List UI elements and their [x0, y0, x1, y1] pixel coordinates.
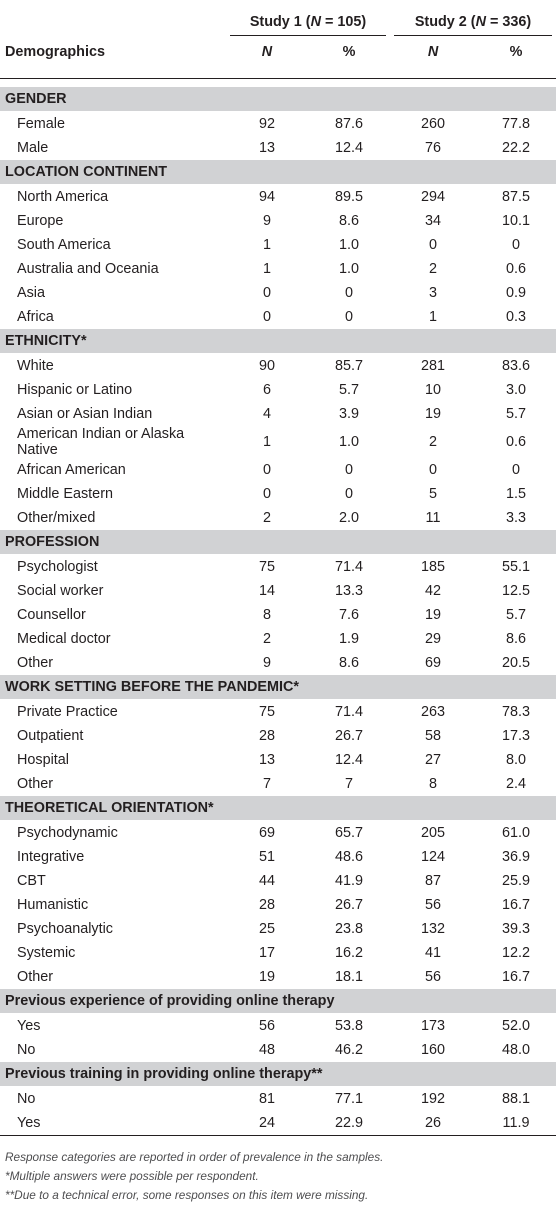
study2-pct: 16.7	[502, 969, 531, 985]
study2-n: 10	[425, 382, 442, 398]
table-row	[0, 426, 556, 458]
study2-n: 56	[425, 897, 442, 913]
study2-n: 56	[425, 969, 442, 985]
study1-n: 1	[262, 237, 271, 253]
study1-pct: 85.7	[335, 358, 364, 374]
table-row	[0, 579, 556, 603]
study1-n: 28	[258, 897, 275, 913]
footnote: *Multiple answers were possible per respondent.	[5, 1169, 259, 1183]
study1-pct: 71.4	[335, 559, 364, 575]
row-label: Yes	[0, 1111, 226, 1136]
column-header-row	[0, 44, 556, 79]
study2-n: 42	[425, 583, 442, 599]
study1-pct: 26.7	[335, 728, 364, 744]
study1-title: Study 1 (N = 105)	[249, 14, 367, 30]
table-row	[0, 821, 556, 846]
section-header-row	[0, 675, 556, 700]
study2-n: 29	[425, 631, 442, 647]
table-row	[0, 458, 556, 482]
study1-n: 48	[258, 1042, 275, 1058]
study2-n: 132	[421, 921, 446, 937]
study2-pct: 0.6	[506, 434, 527, 450]
table-row	[0, 893, 556, 917]
row-label: Other/mixed	[17, 510, 96, 526]
study1-pct: 7	[345, 776, 354, 792]
study2-pct: 0	[512, 462, 521, 478]
study2-pct-header: %	[476, 44, 556, 79]
table-row	[0, 917, 556, 941]
section-header-row	[0, 796, 556, 821]
study1-n: 1	[262, 434, 271, 450]
table-row	[0, 700, 556, 725]
row-label: Humanistic	[17, 897, 89, 913]
study1-pct: 46.2	[335, 1042, 364, 1058]
row-label: Europe	[17, 213, 64, 229]
study1-pct: 5.7	[339, 382, 360, 398]
study2-n: 19	[425, 406, 442, 422]
study2-pct: 11.9	[476, 1111, 556, 1136]
study1-pct: 12.4	[335, 752, 364, 768]
section-header-row	[0, 329, 556, 354]
study1-pct: 22.9	[308, 1111, 390, 1136]
table-row	[0, 1038, 556, 1062]
study1-n: 28	[258, 728, 275, 744]
study2-pct: 52.0	[502, 1018, 531, 1034]
row-label: Male	[17, 140, 49, 156]
study1-pct: 23.8	[335, 921, 364, 937]
study1-pct: 0	[345, 285, 354, 301]
section-title: PROFESSION	[0, 530, 556, 555]
row-label: Hospital	[17, 752, 69, 768]
table-row	[0, 1087, 556, 1112]
table-row	[0, 305, 556, 329]
study1-n: 19	[258, 969, 275, 985]
study1-pct: 18.1	[335, 969, 364, 985]
section-header-row	[0, 1062, 556, 1087]
study2-n: 205	[421, 825, 446, 841]
study2-pct: 8.6	[506, 631, 527, 647]
study1-n: 2	[262, 631, 271, 647]
study1-n: 0	[262, 309, 271, 325]
table-row	[0, 136, 556, 160]
study2-n: 5	[429, 486, 438, 502]
section-title: GENDER	[0, 87, 556, 112]
table-row	[0, 555, 556, 580]
study1-n: 17	[258, 945, 275, 961]
study2-n: 124	[421, 849, 446, 865]
table-row	[0, 772, 556, 796]
table-row	[0, 724, 556, 748]
table-row	[0, 257, 556, 281]
section-title: LOCATION CONTINENT	[0, 160, 556, 185]
study2-n: 58	[425, 728, 442, 744]
study2-n: 192	[421, 1091, 446, 1107]
study1-pct: 1.0	[339, 434, 360, 450]
study2-pct: 16.7	[502, 897, 531, 913]
study1-header	[226, 0, 390, 44]
study2-pct: 5.7	[506, 607, 527, 623]
study1-pct: 0	[345, 486, 354, 502]
row-label: Female	[17, 116, 65, 132]
study2-pct: 12.5	[502, 583, 531, 599]
study1-pct: 1.0	[339, 237, 360, 253]
study1-pct: 77.1	[335, 1091, 364, 1107]
study2-n: 173	[421, 1018, 446, 1034]
table-row	[0, 1014, 556, 1039]
section-title: WORK SETTING BEFORE THE PANDEMIC*	[0, 675, 556, 700]
study1-pct: 8.6	[339, 655, 360, 671]
study2-pct: 17.3	[502, 728, 531, 744]
table-row	[0, 603, 556, 627]
study2-pct: 22.2	[502, 140, 531, 156]
study1-pct: 26.7	[335, 897, 364, 913]
study1-n: 75	[258, 559, 275, 575]
study2-n: 41	[425, 945, 442, 961]
study2-title: Study 2 (N = 336)	[414, 14, 532, 30]
study2-pct: 48.0	[502, 1042, 531, 1058]
table-row	[0, 482, 556, 506]
study1-pct: 12.4	[335, 140, 364, 156]
study1-n: 9	[262, 655, 271, 671]
study-header-row	[0, 0, 556, 44]
study1-pct: 2.0	[339, 510, 360, 526]
row-label: Integrative	[17, 849, 85, 865]
study1-n: 51	[258, 849, 275, 865]
table-row	[0, 185, 556, 210]
row-label: Social worker	[17, 583, 104, 599]
section-header-row	[0, 87, 556, 112]
row-label: Asia	[17, 285, 45, 301]
study1-n: 92	[258, 116, 275, 132]
study1-n: 6	[262, 382, 271, 398]
study1-n: 0	[262, 486, 271, 502]
table-row	[0, 233, 556, 257]
section-header-row	[0, 160, 556, 185]
study1-n: 25	[258, 921, 275, 937]
study2-n: 185	[421, 559, 446, 575]
study2-n: 34	[425, 213, 442, 229]
row-label: Other	[17, 776, 53, 792]
row-label: African American	[17, 462, 126, 478]
study1-pct: 7.6	[339, 607, 360, 623]
study2-n: 87	[425, 873, 442, 889]
study2-pct: 0.3	[506, 309, 527, 325]
study2-pct: 87.5	[502, 189, 531, 205]
section-header-row	[0, 989, 556, 1014]
study1-pct: 89.5	[335, 189, 364, 205]
row-label: Yes	[17, 1018, 41, 1034]
study2-n: 11	[425, 510, 441, 526]
study1-n: 7	[262, 776, 271, 792]
footnote: Response categories are reported in order of prevalence in the samples.	[5, 1150, 384, 1164]
section-title: ETHNICITY*	[0, 329, 556, 354]
study1-pct: 41.9	[335, 873, 364, 889]
study1-n: 14	[258, 583, 275, 599]
study1-n: 44	[258, 873, 275, 889]
table-row	[0, 627, 556, 651]
row-label: Asian or Asian Indian	[17, 406, 153, 422]
row-label: Other	[17, 969, 53, 985]
study2-n: 2	[429, 434, 438, 450]
table-row	[0, 965, 556, 989]
study2-n: 0	[429, 237, 438, 253]
study1-pct: 65.7	[335, 825, 364, 841]
study2-n: 8	[429, 776, 438, 792]
row-label: American Indian or Alaska Native	[17, 426, 185, 458]
table-row	[0, 112, 556, 137]
row-label: CBT	[17, 873, 46, 889]
study2-n: 160	[421, 1042, 446, 1058]
section-title: Previous experience of providing online therapy	[0, 989, 556, 1014]
table-row	[0, 748, 556, 772]
table-row	[0, 651, 556, 675]
row-label: Medical doctor	[17, 631, 111, 647]
study2-header	[390, 0, 556, 44]
study1-pct: 8.6	[339, 213, 360, 229]
study1-n: 69	[258, 825, 275, 841]
study1-n-header: N	[226, 44, 308, 79]
row-label: No	[17, 1091, 36, 1107]
section-header-row	[0, 530, 556, 555]
study1-n: 13	[258, 140, 275, 156]
study2-pct: 55.1	[502, 559, 531, 575]
section-title: Previous training in providing online therapy**	[0, 1062, 556, 1087]
study2-n: 294	[421, 189, 446, 205]
study1-n: 94	[258, 189, 275, 205]
study2-pct: 1.5	[506, 486, 527, 502]
study1-n: 81	[258, 1091, 275, 1107]
row-label: Psychologist	[17, 559, 98, 575]
row-label: South America	[17, 237, 111, 253]
study2-n: 2	[429, 261, 438, 277]
study2-pct: 12.2	[502, 945, 531, 961]
study2-pct: 77.8	[502, 116, 531, 132]
study1-n: 0	[262, 462, 271, 478]
section-title: THEORETICAL ORIENTATION*	[0, 796, 556, 821]
study2-n: 26	[390, 1111, 476, 1136]
row-label: Psychodynamic	[17, 825, 118, 841]
study2-n: 3	[429, 285, 438, 301]
table-row	[0, 281, 556, 305]
study1-n: 4	[262, 406, 271, 422]
footnote: **Due to a technical error, some responses on this item were missing.	[5, 1188, 369, 1202]
study2-pct: 5.7	[506, 406, 527, 422]
study2-n: 76	[425, 140, 442, 156]
study1-pct: 16.2	[335, 945, 364, 961]
study2-pct: 0.6	[506, 261, 527, 277]
study1-pct: 1.9	[339, 631, 360, 647]
row-label: Hispanic or Latino	[17, 382, 133, 398]
study2-n: 263	[421, 704, 446, 720]
table-row	[0, 354, 556, 379]
study1-pct: 3.9	[339, 406, 360, 422]
study2-pct: 3.3	[506, 510, 527, 526]
table-row	[0, 869, 556, 893]
study2-n: 27	[425, 752, 442, 768]
table-body	[0, 87, 556, 1136]
study2-n: 0	[429, 462, 438, 478]
study2-pct: 8.0	[506, 752, 527, 768]
study1-pct: 48.6	[335, 849, 364, 865]
study2-pct: 3.0	[506, 382, 527, 398]
row-label: Africa	[17, 309, 54, 325]
study1-n: 13	[258, 752, 275, 768]
study2-pct: 25.9	[502, 873, 531, 889]
row-label: North America	[17, 189, 109, 205]
study1-pct: 71.4	[335, 704, 364, 720]
study2-pct: 20.5	[502, 655, 531, 671]
study2-pct: 0.9	[506, 285, 527, 301]
study2-pct: 83.6	[502, 358, 531, 374]
study2-pct: 10.1	[502, 213, 531, 229]
row-label: No	[17, 1042, 36, 1058]
row-label: Counsellor	[17, 607, 86, 623]
study2-pct: 78.3	[502, 704, 531, 720]
study1-pct: 53.8	[335, 1018, 364, 1034]
study2-n: 69	[425, 655, 442, 671]
row-label: Middle Eastern	[17, 486, 113, 502]
study1-pct: 0	[345, 462, 354, 478]
study2-pct: 0	[512, 237, 521, 253]
row-label: Psychoanalytic	[17, 921, 113, 937]
study1-n: 75	[258, 704, 275, 720]
study1-n: 90	[258, 358, 275, 374]
table-row	[0, 845, 556, 869]
row-label: Australia and Oceania	[17, 261, 159, 277]
study1-pct: 0	[345, 309, 354, 325]
study2-pct: 2.4	[506, 776, 527, 792]
table-row	[0, 209, 556, 233]
study2-pct: 39.3	[502, 921, 531, 937]
row-label: White	[17, 358, 54, 374]
study1-n: 1	[262, 261, 271, 277]
study2-n: 19	[425, 607, 442, 623]
study1-n: 56	[258, 1018, 275, 1034]
study2-pct: 36.9	[502, 849, 531, 865]
study1-n: 8	[262, 607, 271, 623]
table-row	[0, 1111, 556, 1136]
table-row	[0, 378, 556, 402]
row-label: Private Practice	[17, 704, 118, 720]
study1-pct: 13.3	[335, 583, 364, 599]
study2-n: 1	[429, 309, 438, 325]
study2-pct: 88.1	[502, 1091, 531, 1107]
study2-n: 260	[421, 116, 446, 132]
table-row	[0, 941, 556, 965]
demographics-header: Demographics	[0, 44, 226, 79]
study1-pct: 1.0	[339, 261, 360, 277]
table-row	[0, 402, 556, 426]
study1-n: 24	[226, 1111, 308, 1136]
table-footnotes	[5, 1148, 553, 1205]
study2-n-header: N	[390, 44, 476, 79]
table-row	[0, 506, 556, 530]
study2-pct: 61.0	[502, 825, 531, 841]
row-label: Outpatient	[17, 728, 84, 744]
row-label: Other	[17, 655, 53, 671]
study1-pct-header: %	[308, 44, 390, 79]
study1-n: 2	[262, 510, 271, 526]
study1-n: 9	[262, 213, 271, 229]
row-label: Systemic	[17, 945, 76, 961]
study1-pct: 87.6	[335, 116, 364, 132]
study2-n: 281	[421, 358, 446, 374]
study1-n: 0	[262, 285, 271, 301]
